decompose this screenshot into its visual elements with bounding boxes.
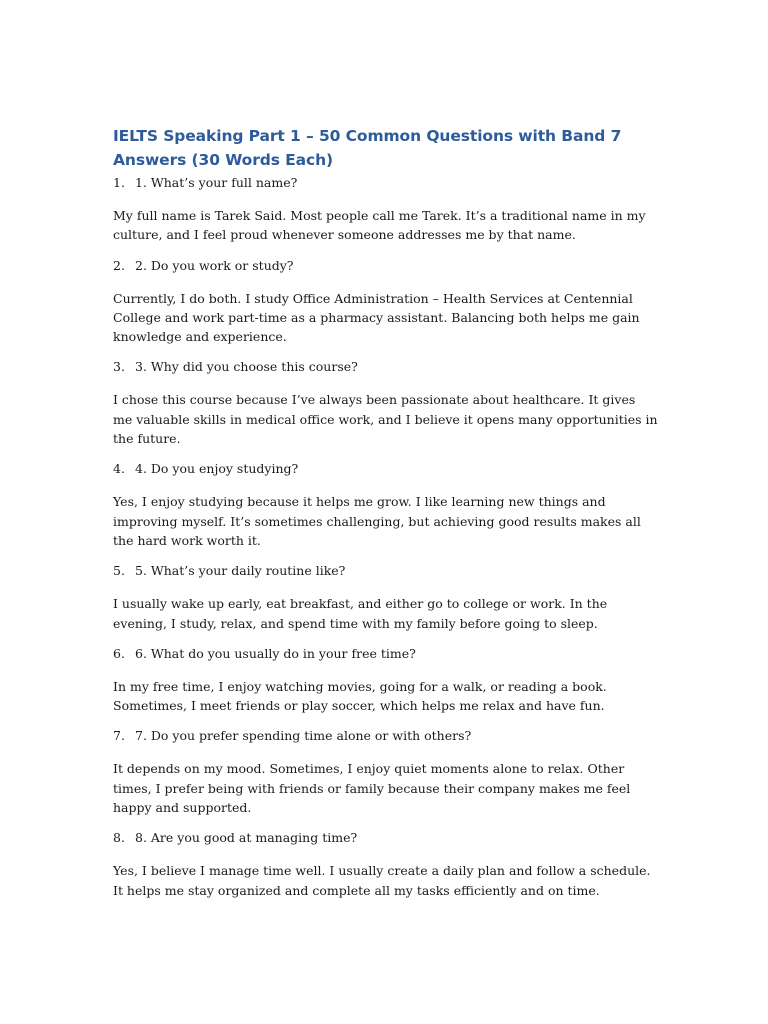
question	[113, 460, 658, 478]
question-number: 7.	[113, 728, 125, 744]
question-text: 3. Why did you choose this course?	[135, 359, 358, 375]
qa-item-4	[113, 460, 658, 550]
question-text: 6. What do you usually do in your free time?	[135, 645, 416, 661]
answer-text: Yes, I believe I manage time well. I usually create a daily plan and follow a schedule. It helps me stay organized and complete all my tasks efficiently and on time.	[113, 863, 651, 898]
question-text: 5. What’s your daily routine like?	[135, 563, 346, 579]
question-text: 2. Do you work or study?	[135, 257, 294, 273]
question	[113, 257, 658, 275]
answer-text: I usually wake up early, eat breakfast, and either go to college or work. In the evening, I study, relax, and spend time with my family before going to sleep.	[113, 596, 608, 631]
answer-text: It depends on my mood. Sometimes, I enjoy quiet moments alone to relax. Other times, I prefer being with friends or family because their company makes me feel happy and supported.	[113, 761, 631, 816]
question-number: 2.	[113, 257, 125, 273]
question-number: 4.	[113, 461, 125, 477]
question-number: 1.	[113, 175, 125, 190]
qa-item-3	[113, 358, 658, 448]
question-text: 7. Do you prefer spending time alone or with others?	[135, 728, 472, 744]
answer-text: My full name is Tarek Said. Most people call me Tarek. It’s a traditional name in my culture, and I feel proud whenever someone addresses me by that name.	[113, 208, 646, 243]
qa-item-1	[113, 174, 658, 245]
question-text: 4. Do you enjoy studying?	[135, 461, 299, 477]
question-text: 8. Are you good at managing time?	[135, 830, 358, 846]
question	[113, 174, 658, 192]
answer-text: Yes, I enjoy studying because it helps me grow. I like learning new things and improving myself. It’s sometimes challenging, but achieving good results makes all the hard work worth it.	[113, 494, 641, 548]
question-number: 8.	[113, 830, 125, 846]
document-title: IELTS Speaking Part 1 – 50 Common Questions with Band 7 Answers (30 Words Each)	[113, 127, 622, 169]
question	[113, 727, 658, 745]
qa-item-7	[113, 727, 658, 817]
qa-item-2	[113, 257, 658, 347]
answer-text: In my free time, I enjoy watching movies, going for a walk, or reading a book. Sometimes, I meet friends or play soccer, which helps me relax and have fun.	[113, 678, 607, 714]
question	[113, 562, 658, 580]
question	[113, 358, 658, 376]
answer-text: Currently, I do both. I study Office Administration – Health Services at Centennial College and work part-time as a pharmacy assistant. Balancing both helps me gain knowledge and experience.	[113, 290, 640, 345]
question-number: 6.	[113, 645, 125, 661]
qa-item-5	[113, 562, 658, 633]
qa-item-8	[113, 829, 658, 900]
document-content	[113, 124, 658, 912]
answer-text: I chose this course because I’ve always been passionate about healthcare. It gives me valuable skills in medical office work, and I believe it opens many opportunities in the future.	[113, 392, 658, 447]
qa-item-6	[113, 645, 658, 716]
question	[113, 829, 658, 847]
question-number: 5.	[113, 563, 125, 579]
question-text: 1. What’s your full name?	[135, 175, 298, 190]
question	[113, 645, 658, 663]
question-number: 3.	[113, 359, 125, 375]
